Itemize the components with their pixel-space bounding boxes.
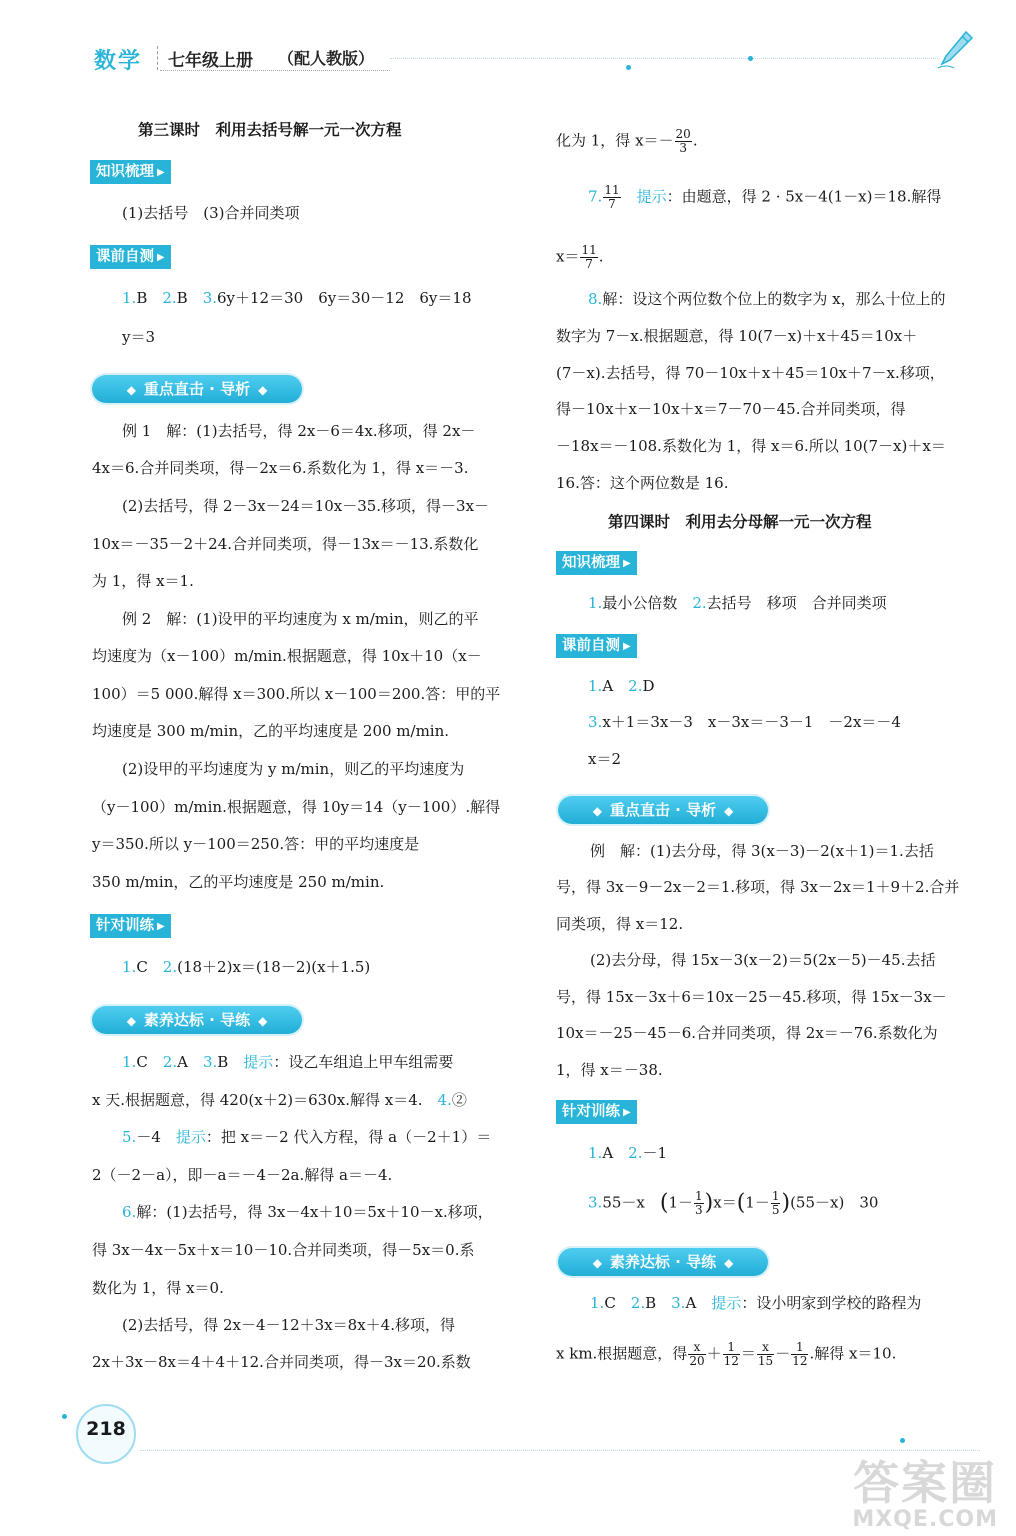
text-line: 数字为 7－x.根据题意，得 10(7－x)＋x＋45＝10x＋ [556, 327, 918, 345]
pill-key-points: ◆ 重点直击 · 导析 ◆ [558, 796, 768, 824]
text-line: 1.C 2.A 3.B 提示：设乙车组追上甲车组需要 [122, 1053, 454, 1071]
text-line: 1.C 2.B 3.A 提示：设小明家到学校的路程为 [590, 1294, 922, 1312]
badge-knowledge-review: 知识梳理 ▶ [90, 160, 171, 184]
pill-literacy: ◆ 素养达标 · 导练 ◆ [92, 1006, 302, 1034]
text-line: 5.－4 提示：把 x＝－2 代入方程，得 a（－2＋1）＝ [122, 1128, 492, 1146]
header-rule [390, 58, 940, 59]
text-line: 8.解：设这个两位数个位上的数字为 x，那么十位上的 [588, 290, 946, 308]
text-line: 化为 1，得 x＝－ $\frac{20}{3}$ . [556, 127, 698, 155]
page-number: 218 [86, 1418, 126, 1440]
badge-pretest: 课前自测 ▶ [556, 634, 637, 658]
footer-rule [140, 1450, 980, 1451]
text-line: 2x＋3x－8x＝4＋4＋12.合并同类项，得－3x＝20.系数 [92, 1353, 471, 1371]
text-line: 4x＝6.合并同类项，得－2x＝6.系数化为 1，得 x＝－3. [92, 459, 469, 477]
text-line: (2)去分母，得 15x－3(x－2)＝5(2x－5)－45.去括 [590, 951, 936, 969]
text-line: 得－10x＋x－10x＋x＝7－70－45.合并同类项，得 [556, 400, 906, 418]
text-line: y＝350.所以 y－100＝250.答：甲的平均速度是 [92, 835, 420, 853]
text-line: 100）＝5 000.解得 x＝300.所以 x－100＝200.答：甲的平 [92, 685, 501, 703]
header-subject: 数学 [94, 49, 143, 74]
footer-dot [62, 1414, 67, 1419]
text-line: 6.解：(1)去括号，得 3x－4x＋10＝5x＋10－x.移项， [122, 1203, 493, 1221]
pencil-icon [936, 28, 976, 72]
text-line: (7－x).去括号，得 70－10x＋x＋45＝10x＋7－x.移项， [556, 364, 945, 382]
header-separator [157, 46, 158, 70]
lesson-4-title: 第四课时 利用去分母解一元一次方程 [608, 513, 872, 531]
text-line: 7. $\frac{11}{7}$ 提示：由题意，得 2 · 5x－4(1－x)＝18.解得 [588, 183, 942, 211]
text-line: 得 3x－4x－5x＋x＝10－10.合并同类项，得－5x＝0.系 [92, 1241, 475, 1259]
text-line: 1.C 2.(18＋2)x＝(18－2)(x＋1.5) [122, 958, 371, 976]
text-line: 1.A 2.－1 [588, 1144, 668, 1162]
header-dot [626, 65, 631, 70]
lesson-3-title: 第三课时 利用去括号解一元一次方程 [138, 121, 402, 139]
header-underline [160, 70, 390, 71]
text-line: 号，得 3x－9－2x－2＝1.移项，得 3x－2x＝1＋9＋2.合并 [556, 878, 960, 896]
text-line: 16.答：这个两位数是 16. [556, 474, 729, 492]
text-line: 2（－2－a），即－a＝－4－2a.解得 a＝－4. [92, 1166, 393, 1184]
text-line: 3.55－x (1－ $\frac{1}{3}$ )x＝(1－ $\frac{1}{5}$ )(55－x) 30 [588, 1189, 879, 1217]
text-line: 同类项，得 x＝12. [556, 915, 684, 933]
text-line: 10x＝－35－2＋24.合并同类项，得－13x＝－13.系数化 [92, 535, 479, 553]
text-line: 1，得 x＝－38. [556, 1061, 663, 1079]
text-line: （y－100）m/min.根据题意，得 10y＝14（y－100）.解得 [92, 798, 501, 816]
text-line: 10x＝－25－45－6.合并同类项，得 2x＝－76.系数化为 [556, 1024, 938, 1042]
text-line: x km.根据题意，得 $\frac{x}{20}$ ＋ $\frac{1}{12}$ ＝ $\frac{x}{15}$ － $\frac{1}{12}$ .解得 x＝10. [556, 1340, 897, 1368]
text-line: y＝3 [122, 328, 156, 346]
pill-key-points: ◆ 重点直击 · 导析 ◆ [92, 375, 302, 403]
text-line: x 天.根据题意，得 420(x＋2)＝630x.解得 x＝4. 4.② [92, 1091, 467, 1109]
text-line: (2)去括号，得 2－3x－24＝10x－35.移项，得－3x－ [122, 497, 490, 515]
text-line: 350 m/min，乙的平均速度是 250 m/min. [92, 873, 385, 891]
text-line: (1)去括号 (3)合并同类项 [122, 204, 300, 222]
header-dot [748, 56, 753, 61]
text-line: 3.x＋1＝3x－3 x－3x＝－3－1 －2x＝－4 [588, 713, 901, 731]
text-line: 均速度为（x－100）m/min.根据题意，得 10x＋10（x－ [92, 647, 482, 665]
text-line: (2)去括号，得 2x－4－12＋3x＝8x＋4.移项，得 [122, 1316, 455, 1334]
text-line: －18x＝－108.系数化为 1，得 x＝6.所以 10(7－x)＋x＝ [556, 437, 946, 455]
footer-dot [900, 1438, 905, 1443]
text-line: 为 1，得 x＝1. [92, 572, 194, 590]
badge-targeted-training: 针对训练 ▶ [556, 1100, 637, 1124]
watermark-logo: 答案圈 MXQE.COM [852, 1456, 998, 1532]
text-line: x＝2 [588, 750, 622, 768]
text-line: 1.A 2.D [588, 677, 655, 695]
text-line: 数化为 1，得 x＝0. [92, 1279, 224, 1297]
badge-knowledge-review: 知识梳理 ▶ [556, 551, 637, 575]
text-line: x＝ $\frac{11}{7}$ . [556, 243, 604, 271]
badge-pretest: 课前自测 ▶ [90, 245, 171, 269]
pill-literacy: ◆ 素养达标 · 导练 ◆ [558, 1248, 768, 1276]
text-line: 号，得 15x－3x＋6＝10x－25－45.移项，得 15x－3x－ [556, 988, 947, 1006]
text-line: (2)设甲的平均速度为 y m/min，则乙的平均速度为 [122, 760, 465, 778]
text-line: 例 2 解：(1)设甲的平均速度为 x m/min，则乙的平 [122, 610, 479, 628]
text-line: 1.最小公倍数 2.去括号 移项 合并同类项 [588, 594, 887, 612]
text-line: 1.B 2.B 3.6y＋12＝30 6y＝30－12 6y＝18 [122, 289, 472, 307]
header-edition: （配人教版） [278, 49, 375, 68]
text-line: 例 解：(1)去分母，得 3(x－3)－2(x＋1)＝1.去括 [590, 842, 934, 860]
badge-targeted-training: 针对训练 ▶ [90, 914, 171, 938]
header-grade: 七年级上册 [168, 51, 253, 71]
text-line: 例 1 解：(1)去括号，得 2x－6＝4x.移项，得 2x－ [122, 422, 476, 440]
text-line: 均速度是 300 m/min，乙的平均速度是 200 m/min. [92, 722, 450, 740]
